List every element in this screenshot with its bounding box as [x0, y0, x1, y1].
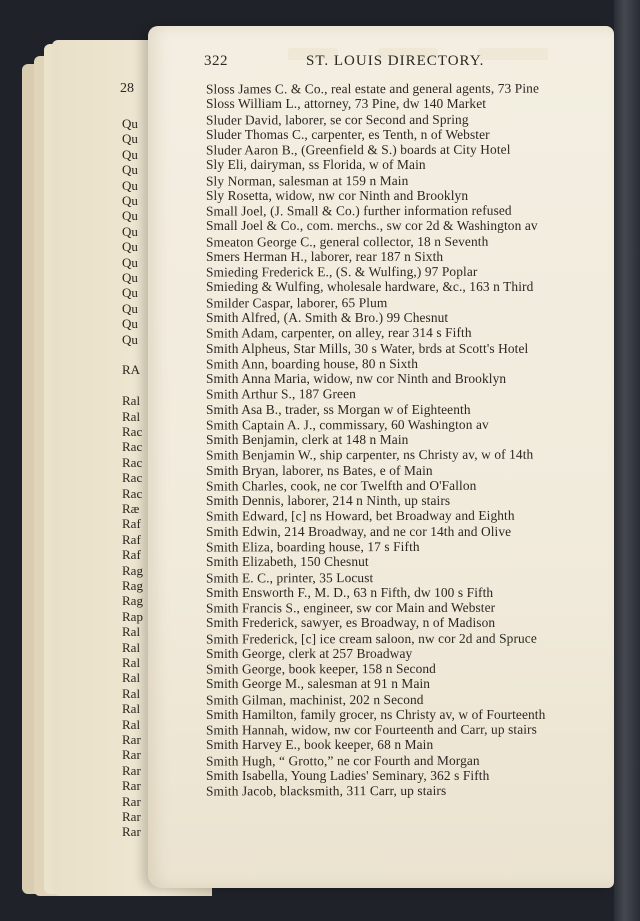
directory-entry: Smilder Caspar, laborer, 65 Plum [205, 294, 388, 311]
previous-page-fragment: Qu [122, 239, 138, 255]
running-head: ST. LOUIS DIRECTORY. [306, 53, 485, 69]
directory-entry: Small Joel & Co., com. merchs., sw cor 2d & Washington av [206, 218, 538, 234]
directory-entry: Smith Hannah, widow, nw cor Fourteenth and Carr, up stairs [205, 721, 537, 738]
directory-entry: Smieding & Wulfing, wholesale hardware, &c., 163 n Third [206, 279, 534, 295]
directory-entry: Smith Elizabeth, 150 Chesnut [206, 554, 369, 570]
previous-page-fragment: Qu [122, 300, 138, 316]
previous-page-fragment: Qu [122, 177, 138, 193]
directory-entry: Smith Francis S., engineer, sw cor Main and Webster [205, 599, 496, 616]
directory-entry: Smith Edwin, 214 Broadway, and ne cor 14th and Olive [206, 523, 512, 539]
previous-page-fragment: Qu [122, 316, 138, 332]
directory-entry: Smith Gilman, machinist, 202 n Second [205, 691, 424, 708]
previous-page-fragment: Qu [122, 331, 138, 347]
previous-page-fragment: Qu [122, 116, 138, 131]
previous-page-fragment: Ral [122, 685, 141, 701]
directory-entry: Small Joel, (J. Small & Co.) further information refused [205, 202, 512, 219]
directory-entry: Smith Asa B., trader, ss Morgan w of Eighteenth [206, 401, 471, 417]
previous-page-fragment: Raf [122, 531, 141, 547]
previous-page-fragment: Rar [122, 732, 141, 747]
directory-entry: Smith Benjamin, clerk at 148 n Main [206, 432, 409, 448]
directory-entry: Smith Alpheus, Star Mills, 30 s Water, brds at Scott's Hotel [206, 340, 529, 356]
directory-entry: Sly Norman, salesman at 159 n Main [205, 172, 409, 189]
previous-page-fragment: Ral [122, 701, 141, 717]
previous-page-fragment: Ral [122, 624, 141, 640]
directory-entry: Smith Benjamin W., ship carpenter, ns Christy av, w of 14th [205, 447, 534, 463]
directory-entry: Smith George, clerk at 257 Broadway [206, 645, 413, 661]
directory-entry: Sluder Aaron B., (Greenfield & S.) boards at City Hotel [205, 141, 511, 158]
directory-entry: Smers Herman H., laborer, rear 187 n Sixth [206, 248, 444, 264]
previous-page-fragment: Rac [122, 454, 143, 470]
previous-page-fragment: Rar [122, 747, 141, 763]
previous-page-fragment: Qu [122, 131, 138, 147]
directory-entries [206, 81, 604, 798]
directory-entry: Sluder David, laborer, se cor Second and Spring [205, 111, 469, 128]
previous-page-fragment: Rac [122, 439, 143, 455]
directory-entry: Smith Alfred, (A. Smith & Bro.) 99 Chesnut [206, 309, 449, 325]
previous-page-fragment: Rag [122, 578, 143, 593]
previous-page-fragment: Raf [122, 516, 141, 532]
previous-page-fragment: Ral [122, 655, 141, 670]
previous-page-fragment: Ral [122, 393, 141, 409]
previous-page-fragment: Raf [122, 547, 141, 563]
previous-page-fragment: Ræ [122, 501, 140, 516]
book-binding-edge [614, 0, 640, 921]
directory-entry: Sluder Thomas C., carpenter, es Tenth, n of Webster [206, 126, 490, 142]
previous-page-number: 28 [120, 81, 134, 96]
previous-page-fragment: Qu [122, 146, 138, 162]
directory-entry: Smith Adam, carpenter, on alley, rear 314 s Fifth [205, 325, 472, 341]
directory-entry: Smith Isabella, Young Ladies' Seminary, 362 s Fifth [206, 767, 490, 783]
directory-entry: Smith Harvey E., book keeper, 68 n Main [206, 737, 434, 753]
page-header [204, 53, 604, 73]
previous-page-fragment: Ral [122, 716, 141, 732]
previous-page-fragment: Rar [122, 793, 141, 809]
previous-page-fragment: Qu [122, 285, 138, 301]
directory-entry: Smieding Frederick E., (S. & Wulfing,) 97 Poplar [205, 263, 478, 280]
directory-entry: Smith Ann, boarding house, 80 n Sixth [205, 355, 419, 372]
directory-entry: Sloss James C. & Co., real estate and general agents, 73 Pine [205, 80, 540, 97]
directory-entry: Smeaton George C., general collector, 18 n Seventh [205, 233, 489, 250]
directory-entry: Smith Frederick, sawyer, es Broadway, n of Madison [206, 615, 496, 631]
directory-entry: Smith Frederick, [c] ice cream saloon, nw cor 2d and Spruce [205, 630, 537, 647]
previous-page-fragment: Ral [122, 670, 141, 686]
directory-entry: Sly Eli, dairyman, ss Florida, w of Main [206, 157, 426, 173]
previous-page-fragment: Rar [122, 762, 141, 778]
previous-page-fragment: Rar [122, 809, 141, 824]
directory-entry: Smith Edward, [c] ns Howard, bet Broadway and Eighth [205, 508, 515, 524]
directory-entry: Smith Eliza, boarding house, 17 s Fifth [205, 538, 420, 555]
directory-entry: Smith Dennis, laborer, 214 n Ninth, up stairs [206, 493, 451, 509]
directory-entry: Smith Anna Maria, widow, nw cor Ninth and Brooklyn [206, 371, 507, 387]
previous-page-fragment: Rar [122, 778, 141, 794]
previous-page-fragment: Qu [122, 223, 138, 239]
directory-entry: Smith Bryan, laborer, ns Bates, e of Main [206, 462, 433, 478]
directory-entry: Smith Jacob, blacksmith, 311 Carr, up stairs [205, 783, 447, 799]
directory-entry: Smith Arthur S., 187 Green [205, 386, 356, 402]
previous-page-fragment: Qu [122, 270, 138, 285]
directory-entry: Smith George M., salesman at 91 n Main [206, 676, 431, 692]
previous-page-fragment: Rac [122, 470, 143, 486]
previous-page-fragment: Qu [122, 254, 138, 270]
previous-page-fragment: Ral [122, 408, 141, 424]
previous-page-fragment: Qu [122, 162, 138, 178]
directory-entry: Smith Ensworth F., M. D., 63 n Fifth, dw 100 s Fifth [206, 584, 494, 600]
directory-entry: Smith Captain A. J., commissary, 60 Washington av [205, 416, 489, 433]
previous-page-fragment: Rag [122, 593, 143, 609]
directory-entry: Smith E. C., printer, 35 Locust [205, 569, 374, 586]
previous-page-fragment: Rac [122, 485, 143, 501]
previous-page-fragment: Rac [122, 424, 143, 439]
directory-entry: Sloss William L., attorney, 73 Pine, dw 140 Market [206, 96, 487, 112]
page-number: 322 [204, 53, 228, 69]
previous-page-fragment: Ral [122, 639, 141, 655]
directory-entry: Smith Hamilton, family grocer, ns Christy av, w of Fourteenth [206, 706, 546, 722]
previous-page-fragment: Rap [122, 608, 143, 624]
directory-entry: Sly Rosetta, widow, nw cor Ninth and Brooklyn [206, 187, 469, 203]
directory-entry: Smith George, book keeper, 158 n Second [205, 661, 437, 677]
previous-page-fragment: Rag [122, 562, 143, 578]
previous-page-fragment: Rar [122, 824, 141, 840]
previous-page-fragment: RA [122, 362, 141, 378]
directory-entry: Smith Charles, cook, ne cor Twelfth and O'Fallon [205, 477, 477, 494]
directory-entry: Smith Hugh, “ Grotto,” ne cor Fourth and Morgan [205, 752, 480, 769]
previous-page-fragment: Qu [122, 193, 138, 208]
previous-page-fragment: Qu [122, 208, 138, 224]
